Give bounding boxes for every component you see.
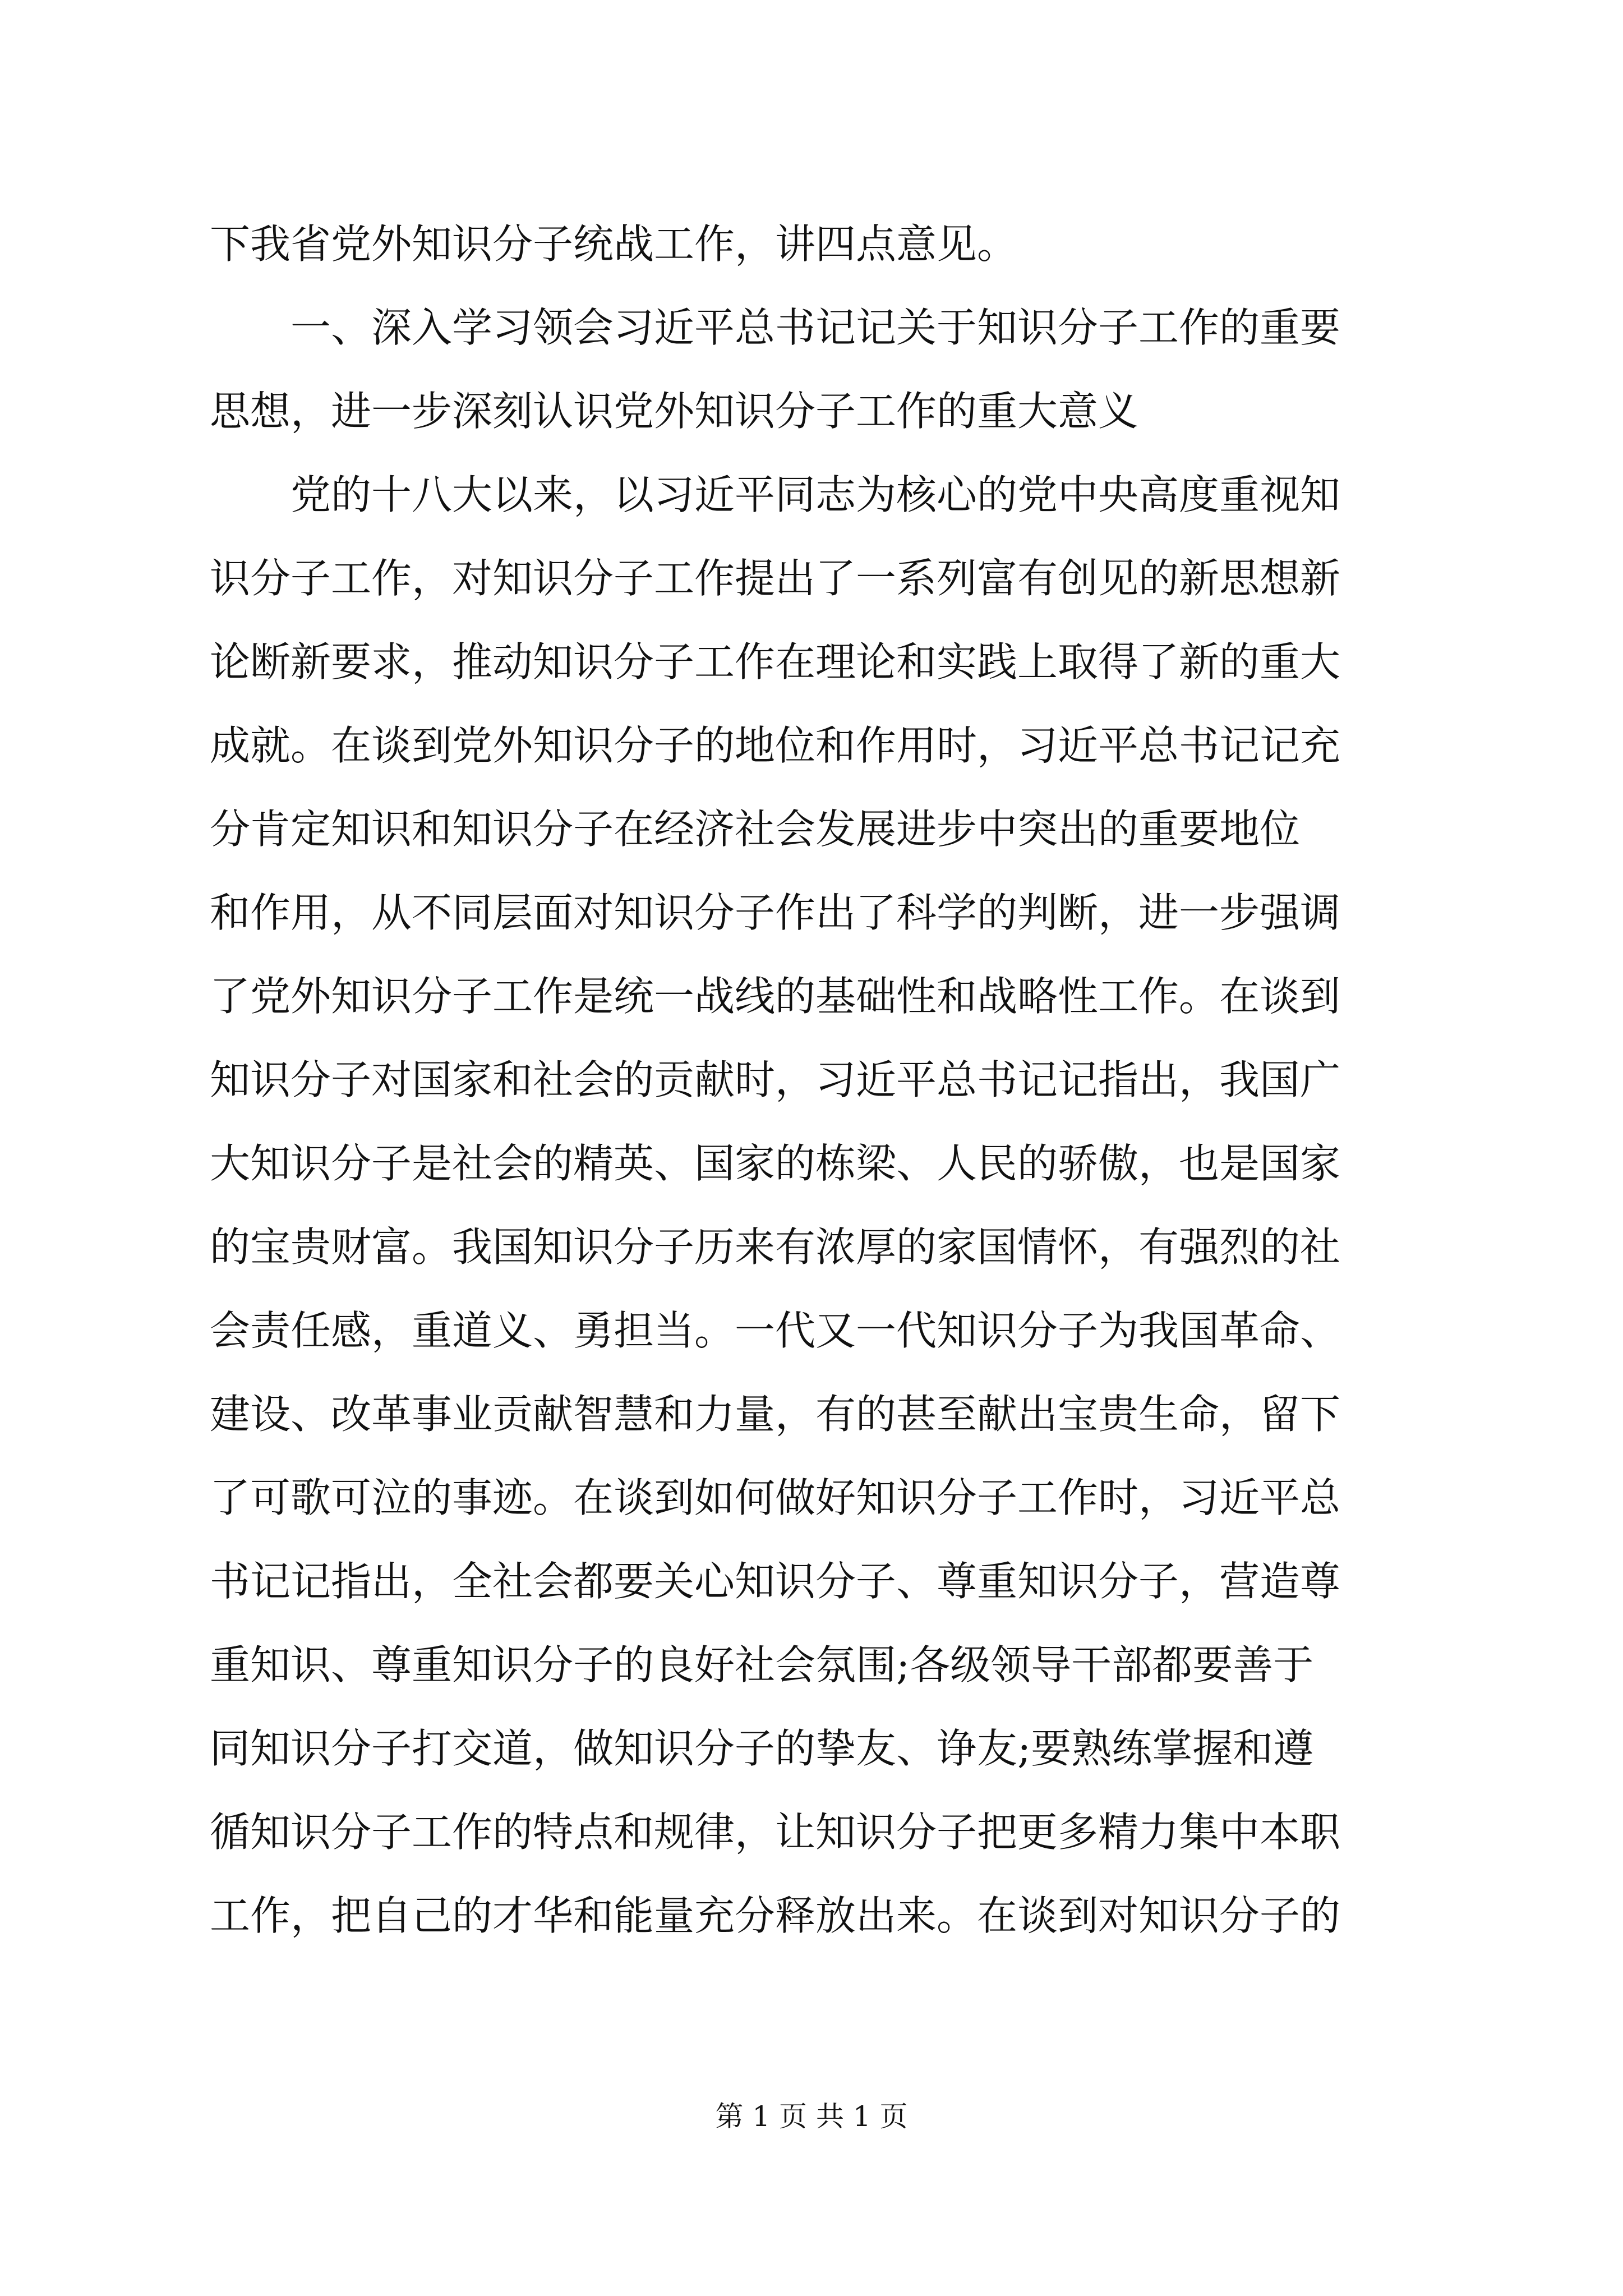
text-line: 知识分子对国家和社会的贡献时，习近平总书记记指出，我国广 (210, 1056, 1341, 1103)
text-line: 和作用，从不同层面对知识分子作出了科学的判断，进一步强调 (210, 889, 1341, 936)
text-line: 下我省党外知识分子统战工作，讲四点意见。 (210, 220, 1018, 268)
text-line: 识分子工作，对知识分子工作提出了一系列富有创见的新思想新 (210, 555, 1341, 602)
text-line: 分肯定知识和知识分子在经济社会发展进步中突出的重要地位 (210, 806, 1301, 853)
text-line: 建设、改革事业贡献智慧和力量，有的甚至献出宝贵生命，留下 (210, 1391, 1341, 1438)
text-line: 成就。在谈到党外知识分子的地位和作用时，习近平总书记记充 (210, 722, 1341, 769)
text-line: 重知识、尊重知识分子的良好社会氛围;各级领导干部都要善于 (210, 1641, 1314, 1688)
text-line: 循知识分子工作的特点和规律，让知识分子把更多精力集中本职 (210, 1809, 1341, 1856)
text-line: 大知识分子是社会的精英、国家的栋梁、人民的骄傲，也是国家 (210, 1140, 1341, 1187)
section-heading-line: 一、深入学习领会习近平总书记记关于知识分子工作的重要 (210, 304, 1341, 351)
page-footer: 第 1 页 共 1 页 (715, 2100, 908, 2133)
text-line: 党的十八大以来，以习近平同志为核心的党中央高度重视知 (210, 471, 1341, 518)
text-line: 书记记指出，全社会都要关心知识分子、尊重知识分子，营造尊 (210, 1558, 1341, 1605)
text-line: 工作，把自己的才华和能量充分释放出来。在谈到对知识分子的 (210, 1892, 1341, 1939)
text-line: 了可歌可泣的事迹。在谈到如何做好知识分子工作时，习近平总 (210, 1474, 1341, 1521)
text-line: 会责任感，重道义、勇担当。一代又一代知识分子为我国革命、 (210, 1307, 1341, 1354)
text-line: 同知识分子打交道，做知识分子的挚友、诤友;要熟练掌握和遵 (210, 1725, 1314, 1772)
text-line: 的宝贵财富。我国知识分子历来有浓厚的家国情怀，有强烈的社 (210, 1223, 1341, 1271)
text-line: 论断新要求，推动知识分子工作在理论和实践上取得了新的重大 (210, 638, 1341, 685)
text-line: 了党外知识分子工作是统一战线的基础性和战略性工作。在谈到 (210, 973, 1341, 1020)
section-heading-line: 思想，进一步深刻认识党外知识分子工作的重大意义 (210, 388, 1139, 435)
